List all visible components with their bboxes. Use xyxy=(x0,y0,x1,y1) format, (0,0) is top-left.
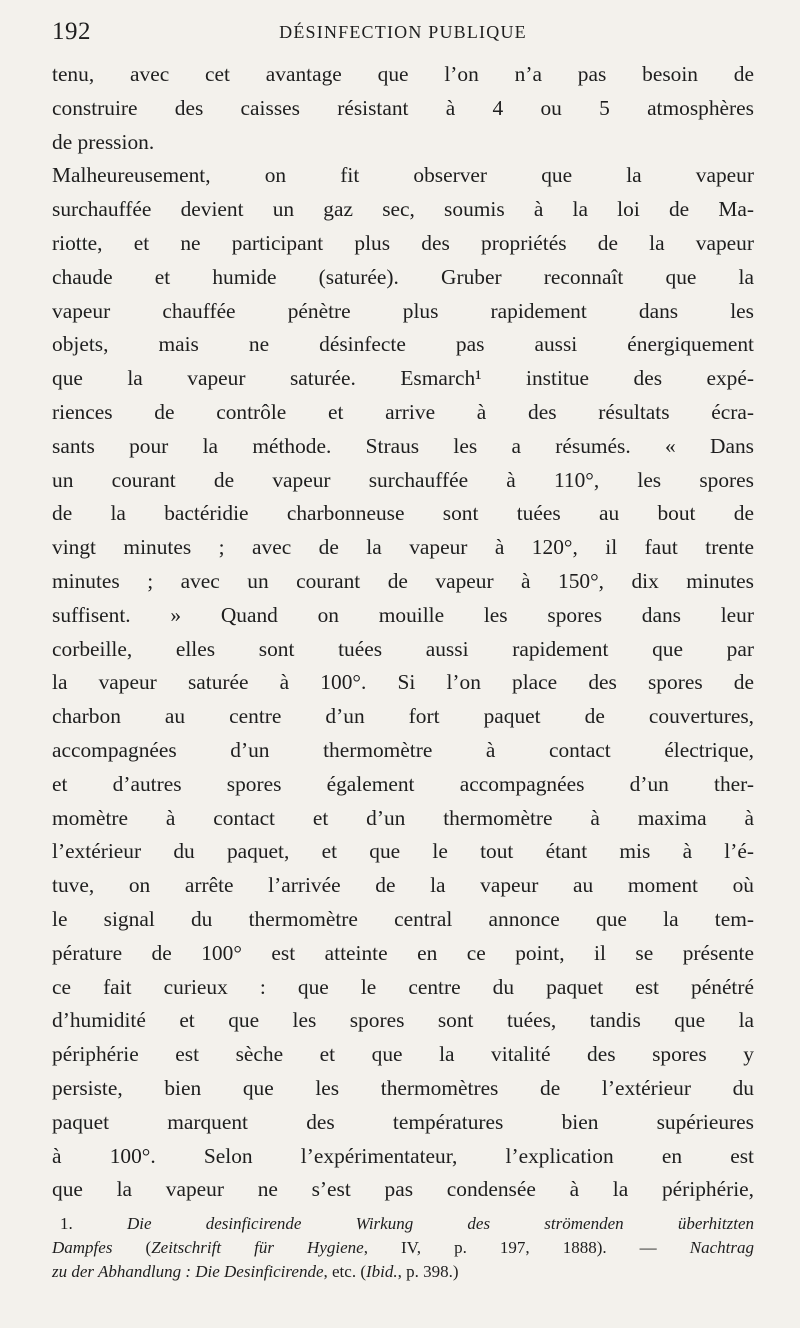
text-line: vingt minutes ; avec de la vapeur à 120°, il faut trente xyxy=(52,535,754,560)
body-text xyxy=(52,58,754,1207)
text-line: pérature de 100° est atteinte en ce point, il se présente xyxy=(52,940,754,965)
text-line: sants pour la méthode. Straus les a résumés. « Dans xyxy=(52,433,754,458)
page-number: 192 xyxy=(52,18,91,45)
text-line: le signal du thermomètre central annonce que la tem- xyxy=(52,906,754,931)
running-title: DÉSINFECTION PUBLIQUE xyxy=(279,22,527,42)
text-line: riences de contrôle et arrive à des résultats écra- xyxy=(52,399,754,424)
text-line: et d’autres spores également accompagnées d’un ther- xyxy=(52,771,754,796)
footnote xyxy=(52,1212,754,1284)
text-line: à 100°. Selon l’expérimentateur, l’explication en est xyxy=(52,1143,754,1168)
text-line: vapeur chauffée pénètre plus rapidement dans les xyxy=(52,298,754,323)
footnote-line xyxy=(52,1260,754,1284)
footnote-journal: Zeitschrift für Hygiene xyxy=(151,1238,364,1257)
footnote-text: ( xyxy=(112,1238,152,1257)
footnote-second-title: zu der Abhandlung : Die Desinficirende xyxy=(52,1262,324,1281)
text-line: tenu, avec cet avantage que l’on n’a pas besoin de xyxy=(52,62,754,86)
text-line: la vapeur saturée à 100°. Si l’on place des spores de xyxy=(52,670,754,695)
text-line: chaude et humide (saturée). Gruber reconnaît que la xyxy=(52,264,754,289)
text-line: Malheureusement, on fit observer que la vapeur xyxy=(52,163,754,188)
text-line: d’humidité et que les spores sont tuées, tandis que la xyxy=(52,1008,754,1033)
footnote-marker: 1. xyxy=(60,1214,73,1233)
text-line: ce fait curieux : que le centre du paquet est pénétré xyxy=(52,974,754,999)
footnote-ibid: Ibid. xyxy=(365,1262,398,1281)
text-line: minutes ; avec un courant de vapeur à 150°, dix minutes xyxy=(52,568,754,593)
text-line: que la vapeur ne s’est pas condensée à la périphérie, xyxy=(52,1177,754,1202)
text-line: charbon au centre d’un fort paquet de couvertures, xyxy=(52,704,754,729)
text-line: surchauffée devient un gaz sec, soumis à la loi de Ma- xyxy=(52,197,754,222)
text-line: suffisent. » Quand on mouille les spores dans leur xyxy=(52,602,754,627)
text-line: paquet marquent des températures bien supérieures xyxy=(52,1109,754,1134)
text-line: que la vapeur saturée. Esmarch¹ institue des expé- xyxy=(52,366,754,391)
footnote-citation: , IV, p. 197, 1888). — xyxy=(363,1238,690,1257)
text-line: de la bactéridie charbonneuse sont tuées au bout de xyxy=(52,501,754,526)
text-line: corbeille, elles sont tuées aussi rapidement que par xyxy=(52,636,754,661)
footnote-line xyxy=(52,1236,754,1260)
text-line: de pression. xyxy=(52,129,155,154)
footnote-title: Die desinficirende Wirkung des strömenden überhitzten xyxy=(126,1214,755,1233)
text-line: accompagnées d’un thermomètre à contact électrique, xyxy=(52,737,754,762)
footnote-text: , etc. ( xyxy=(323,1262,366,1281)
text-line: construire des caisses résistant à 4 ou 5 atmosphères xyxy=(52,95,754,120)
footnote-line xyxy=(52,1212,754,1236)
footnote-title-end: Dampfes xyxy=(52,1238,113,1257)
text-line: un courant de vapeur surchauffée à 110°, les spores xyxy=(52,467,754,492)
text-line: riotte, et ne participant plus des propriétés de la vapeur xyxy=(52,230,754,255)
text-line: momètre à contact et d’un thermomètre à maxima à xyxy=(52,805,754,830)
page-header xyxy=(52,16,754,46)
text-line: tuve, on arrête l’arrivée de la vapeur au moment où xyxy=(52,873,754,898)
text-line: l’extérieur du paquet, et que le tout étant mis à l’é- xyxy=(52,839,754,864)
text-line: persiste, bien que les thermomètres de l’extérieur du xyxy=(52,1075,754,1100)
footnote-text: , p. 398.) xyxy=(397,1262,459,1281)
text-line: périphérie est sèche et que la vitalité des spores y xyxy=(52,1042,754,1067)
text-line: objets, mais ne désinfecte pas aussi énergiquement xyxy=(52,332,754,357)
footnote-nachtrag: Nachtrag xyxy=(689,1238,754,1257)
